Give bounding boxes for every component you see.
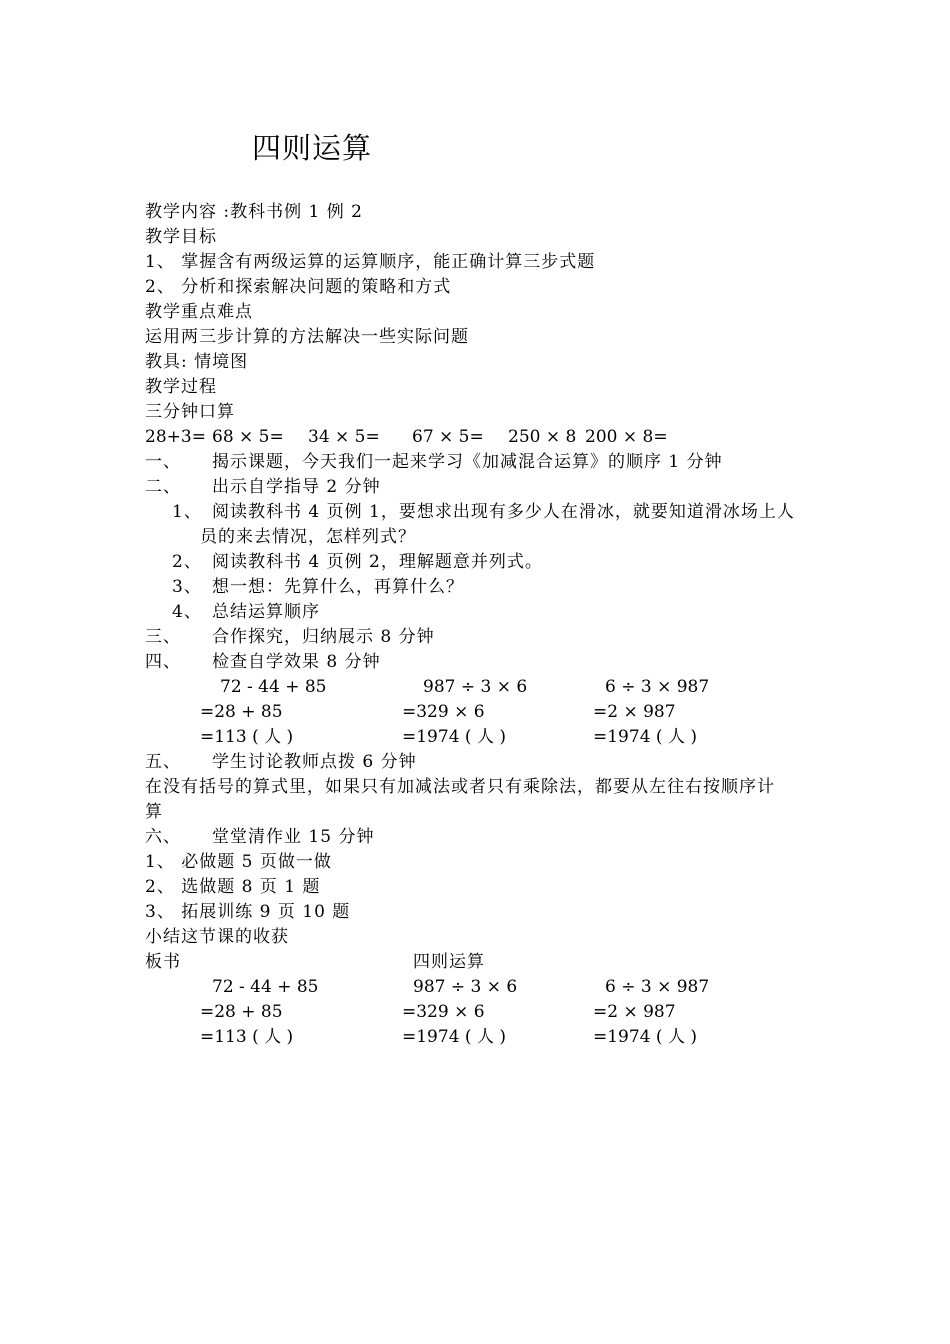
oral-item: 200 × 8= [585,427,668,447]
guide-text: 总结运算顺序 [212,602,320,622]
oral-item: 67 × 5= [412,427,484,447]
section-label: 五、 [145,752,181,772]
calc-result: =113 ( 人 ) [200,727,294,747]
homework-item: 3、 拓展训练 9 页 10 题 [145,902,351,922]
rule-text-continued: 算 [145,802,163,822]
focus-heading: 教学重点难点 [145,302,253,322]
section-label: 四、 [145,652,181,672]
calc-expression: 987 ÷ 3 × 6 [423,677,528,697]
board-label: 板书 [145,952,181,972]
section-text: 合作探究，归纳展示 8 分钟 [212,627,435,647]
section-4 [0,650,950,674]
section-text: 学生讨论教师点拨 6 分钟 [212,752,417,772]
section-5 [0,750,950,774]
section-3 [0,625,950,649]
board-step: =329 × 6 [402,1002,485,1022]
board-step: =28 + 85 [200,1002,283,1022]
section-label: 三、 [145,627,181,647]
goal-item: 2、 分析和探索解决问题的策略和方式 [145,277,452,297]
calc-step: =2 × 987 [593,702,676,722]
board-result: =113 ( 人 ) [200,1027,294,1047]
section-label: 二、 [145,477,181,497]
guide-number: 2、 [172,552,202,572]
section-2 [0,475,950,499]
board-expression: 987 ÷ 3 × 6 [413,977,518,997]
calc-result: =1974 ( 人 ) [593,727,697,747]
oral-item: 28+3= [145,427,206,447]
section-1 [0,450,950,474]
guide-number: 4、 [172,602,202,622]
oral-heading: 三分钟口算 [145,402,235,422]
section-label: 一、 [145,452,181,472]
oral-item: 68 × 5= [212,427,284,447]
tools-line: 教具: 情境图 [145,352,249,372]
homework-item: 1、 必做题 5 页做一做 [145,852,332,872]
board-expression: 72 - 44 + 85 [212,977,319,997]
focus-text: 运用两三步计算的方法解决一些实际问题 [145,327,469,347]
summary-line: 小结这节课的收获 [145,927,289,947]
oral-items [145,425,845,449]
calc-step: =28 + 85 [200,702,283,722]
goals-heading: 教学目标 [145,227,217,247]
oral-item: 250 × 8 [508,427,577,447]
oral-item: 34 × 5= [308,427,380,447]
page-title: 四则运算 [252,131,373,165]
section-label: 六、 [145,827,181,847]
board-title: 四则运算 [413,952,485,972]
section-text: 揭示课题，今天我们一起来学习《加减混合运算》的顺序 1 分钟 [212,452,723,472]
guide-text: 阅读教科书 4 页例 2，理解题意并列式。 [212,552,543,572]
calc-expression: 72 - 44 + 85 [220,677,327,697]
guide-number: 1、 [172,502,202,522]
guide-text-continued: 员的来去情况，怎样列式？ [200,527,416,547]
guide-number: 3、 [172,577,202,597]
rule-text: 在没有括号的算式里，如果只有加减法或者只有乘除法，都要从左往右按顺序计 [145,777,775,797]
calc-result: =1974 ( 人 ) [402,727,506,747]
guide-text: 想一想：先算什么，再算什么？ [212,577,464,597]
goal-item: 1、 掌握含有两级运算的运算顺序，能正确计算三步式题 [145,252,596,272]
homework-item: 2、 选做题 8 页 1 题 [145,877,321,897]
section-text: 出示自学指导 2 分钟 [212,477,381,497]
section-6 [0,825,950,849]
board-result: =1974 ( 人 ) [402,1027,506,1047]
guide-text: 阅读教科书 4 页例 1，要想求出现有多少人在滑冰，就要知道滑冰场上人 [212,502,795,522]
calc-step: =329 × 6 [402,702,485,722]
section-text: 堂堂清作业 15 分钟 [212,827,375,847]
content-line: 教学内容 :教科书例 1 例 2 [145,202,363,222]
board-expression: 6 ÷ 3 × 987 [605,977,710,997]
board-result: =1974 ( 人 ) [593,1027,697,1047]
board-step: =2 × 987 [593,1002,676,1022]
section-text: 检查自学效果 8 分钟 [212,652,381,672]
calc-expression: 6 ÷ 3 × 987 [605,677,710,697]
process-heading: 教学过程 [145,377,217,397]
